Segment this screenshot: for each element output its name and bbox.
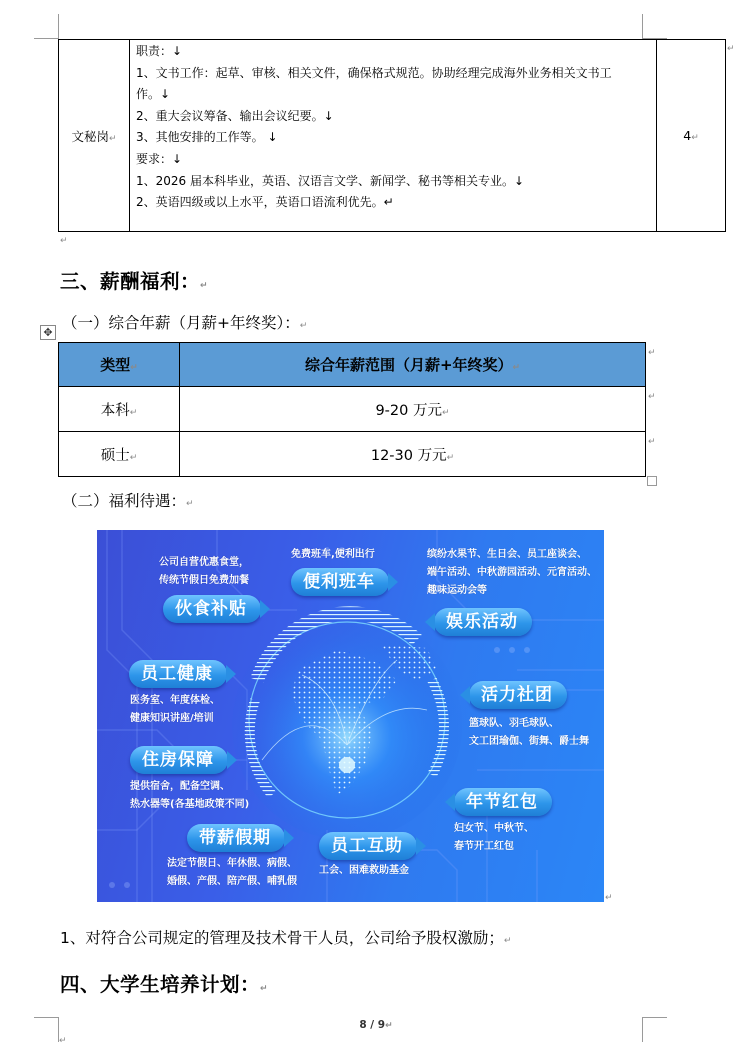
benefit-desc-holiday-bonus: 妇女节、中秋节、 春节开工红包 xyxy=(454,823,534,852)
benefit-employee-health: 员工健康 xyxy=(129,660,227,688)
job-line: 3、其他安排的工作等。 ↓ xyxy=(136,130,278,145)
benefits-infographic[interactable] xyxy=(97,530,604,902)
table-row xyxy=(59,432,646,477)
salary-table xyxy=(58,342,646,477)
benefit-desc-housing: 提供宿舍，配备空调、 热水器等(各基地政策不同) xyxy=(130,781,250,810)
subheading-annual-salary: （一）综合年薪（月薪+年终奖）：↵ xyxy=(62,314,308,332)
count-cell[interactable]: 4↵ xyxy=(657,40,726,232)
job-line: 1、文书工作：起草、审核、相关文件，确保格式规范。协助经理完成海外业务相关文书工 xyxy=(136,65,612,80)
paragraph-mark: ↵ xyxy=(59,1036,67,1046)
row-end-mark: ↵ xyxy=(727,44,735,54)
job-line: 要求：↓ xyxy=(136,151,183,166)
crop-mark-bl-h xyxy=(34,1017,58,1018)
benefit-desc-clubs: 篮球队、羽毛球队、 文工团瑜伽、街舞、爵士舞 xyxy=(469,718,589,747)
benefit-desc-health: 医务室、年度体检、 健康知识讲座/培训 xyxy=(130,695,220,724)
job-line: 2、重大会议筹备、输出会议纪要。↓ xyxy=(136,108,334,123)
table-resize-handle[interactable] xyxy=(647,476,657,486)
subheading-benefits: （二）福利待遇：↵ xyxy=(62,492,194,510)
benefit-clubs: 活力社团 xyxy=(469,681,567,709)
benefit-desc-paid-leave: 法定节假日、年休假、病假、 婚假、产假、陪产假、哺乳假 xyxy=(167,858,297,887)
crop-mark-br-h xyxy=(643,1017,667,1018)
header-type: 类型↵ xyxy=(59,343,180,387)
job-table xyxy=(58,39,726,232)
cell-range[interactable]: 9-20 万元↵ xyxy=(180,387,646,432)
row-end-mark: ↵ xyxy=(648,392,656,402)
duties-cell[interactable] xyxy=(130,40,657,232)
job-line: 2、英语四级或以上水平，英语口语流利优先。↵ xyxy=(136,195,394,210)
cell-range[interactable]: 12-30 万元↵ xyxy=(180,432,646,477)
table-header-row xyxy=(59,343,646,387)
cell-type[interactable]: 本科↵ xyxy=(59,387,180,432)
benefit-entertainment: 娱乐活动 xyxy=(434,608,532,636)
table-row xyxy=(59,40,726,232)
job-line: 1、2026 届本科毕业，英语、汉语言文学、新闻学、秘书等相关专业。↓ xyxy=(136,173,525,188)
benefit-desc-entertainment: 缤纷水果节、生日会、员工座谈会、 端午活动、中秋游园活动、元宵活动、 趣味运动会等 xyxy=(427,549,597,596)
benefit-mutual-aid: 员工互助 xyxy=(319,832,417,860)
position-cell[interactable]: 文秘岗↵ xyxy=(59,40,130,232)
row-end-mark: ↵ xyxy=(648,348,656,358)
benefit-desc-meal: 公司自营优惠食堂， 传统节假日免费加餐 xyxy=(159,557,249,586)
benefit-paid-leave: 带薪假期 xyxy=(187,824,285,852)
paragraph-mark: ↵ xyxy=(605,893,613,903)
benefit-holiday-bonus: 年节红包 xyxy=(454,788,552,816)
page-number: 8 / 9↵ xyxy=(359,1019,393,1031)
cell-type[interactable]: 硕士↵ xyxy=(59,432,180,477)
benefit-desc-shuttle: 免费班车,便利出行 xyxy=(291,549,375,560)
section-4-heading: 四、大学生培养计划：↵ xyxy=(60,973,269,996)
section-3-heading: 三、薪酬福利：↵ xyxy=(60,270,209,293)
crop-mark-tl-v xyxy=(58,14,59,39)
crop-mark-tr-v xyxy=(642,14,643,39)
benefit-housing: 住房保障 xyxy=(130,746,228,774)
benefit-shuttle-bus: 便利班车 xyxy=(291,568,389,596)
table-row xyxy=(59,387,646,432)
job-line: 职责：↓ xyxy=(136,44,183,58)
row-end-mark: ↵ xyxy=(648,437,656,447)
crop-mark-tl-h xyxy=(34,38,58,39)
header-range: 综合年薪范围（月薪+年终奖）↵ xyxy=(180,343,646,387)
paragraph-mark: ↵ xyxy=(60,236,68,246)
table-move-handle[interactable]: ✥ xyxy=(40,325,56,340)
job-line: 作。↓ xyxy=(136,87,171,102)
benefit-desc-mutual-aid: 工会、困难救助基金 xyxy=(319,865,409,876)
equity-incentive-note: 1、对符合公司规定的管理及技术骨干人员，公司给予股权激励；↵ xyxy=(60,929,512,947)
benefit-meal-allowance: 伙食补贴 xyxy=(163,595,261,623)
